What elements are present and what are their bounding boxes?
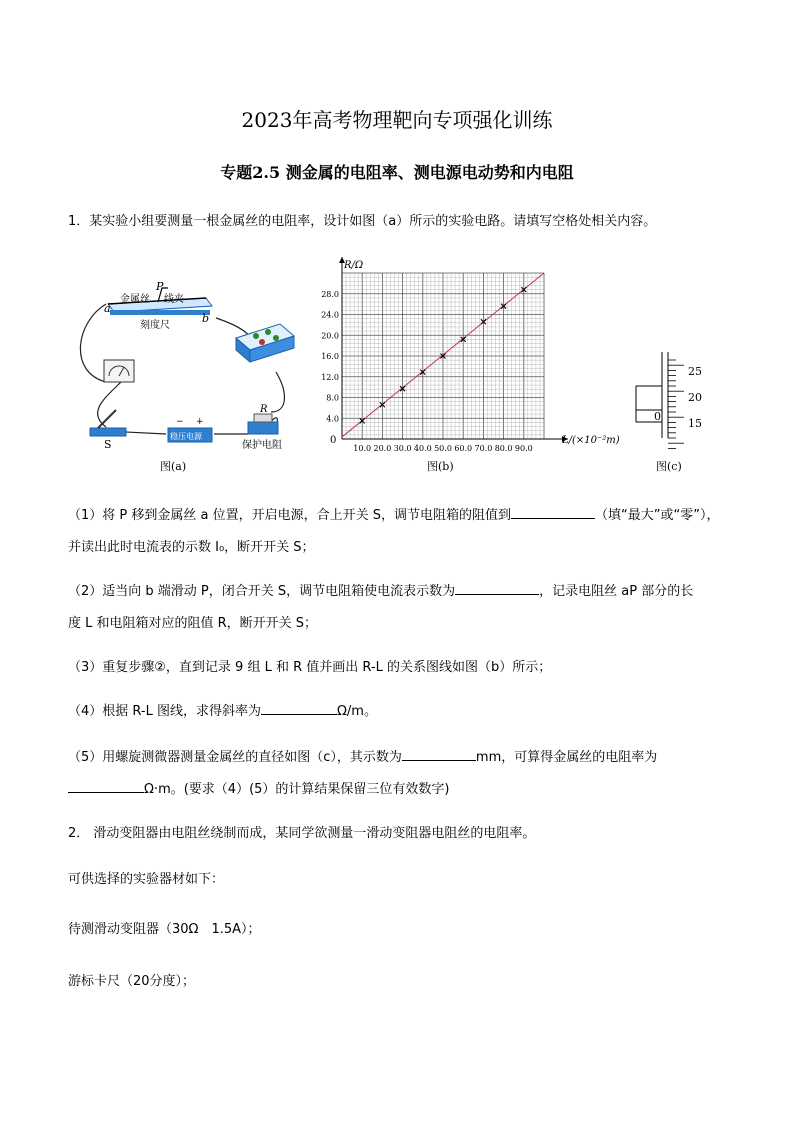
y-tick-label: 20.0: [321, 331, 339, 341]
q1-step5-text-c: Ω·m。(要求（4）(5）的计算结果保留三位有效数字): [144, 782, 450, 797]
resistance-box: [236, 324, 294, 362]
q1-step2-text-c: 度 L 和电阻箱对应的阻值 R，断开开关 S；: [68, 616, 318, 631]
switch-label: S: [104, 438, 112, 451]
q2-intro: 2． 滑动变阻器由电阻丝绕制而成，某同学欲测量一滑动变阻器电阻丝的电阻率。: [68, 826, 536, 841]
q1-step3: （3）重复步骤②，直到记录 9 组 L 和 R 值并画出 R-L 的关系图线如图（b）所示；: [68, 660, 552, 675]
y-tick-label: 12.0: [321, 372, 339, 382]
protective-resistor: [248, 414, 278, 434]
q1-step2-text-a: （2）适当向 b 端滑动 P，闭合开关 S，调节电阻箱使电流表示数为: [68, 584, 456, 599]
blank-1[interactable]: [511, 504, 595, 519]
ruler-label: 刻度尺: [140, 320, 170, 331]
x-tick-label: 40.0: [413, 444, 432, 453]
x-tick-label: 50.0: [434, 444, 452, 453]
blank-5[interactable]: [68, 778, 144, 793]
q1-step1-text-a: （1）将 P 移到金属丝 a 位置，开启电源，合上开关 S，调节电阻箱的阻值到: [68, 508, 511, 523]
origin-label: 0: [330, 435, 337, 446]
micrometer-sleeve: [636, 352, 668, 438]
x-tick-label: 20.0: [373, 444, 392, 453]
figure-c-micrometer: [632, 350, 712, 480]
x-tick-label: 10.0: [353, 444, 372, 453]
micrometer-tick-25: 25: [688, 365, 702, 378]
clip-label: 线夹: [164, 294, 184, 305]
q1-intro: 1．某实验小组要测量一根金属丝的电阻率，设计如图（a）所示的实验电路。请填写空格处相关内容。: [68, 214, 657, 229]
q2-line2: 待测滑动变阻器（30Ω 1.5A）；: [68, 922, 261, 937]
q1-step4-text-b: Ω/m。: [336, 704, 377, 719]
figure-b-caption: 图(b): [427, 460, 454, 473]
q1-step2: [68, 576, 728, 640]
switch: [90, 410, 126, 436]
q1-step5-text-a: （5）用螺旋测微器测量金属丝的直径如图（c），其示数为: [68, 750, 402, 765]
p-label: P: [156, 280, 164, 293]
q1-step1-text-b: （填“最大”或“零”），: [595, 508, 720, 523]
micrometer-tick-20: 20: [688, 391, 702, 404]
x-tick-label: 30.0: [393, 444, 412, 453]
battery-minus: −: [176, 417, 184, 427]
battery-label: 稳压电源: [170, 432, 202, 441]
battery-plus: +: [196, 417, 204, 427]
blank-3[interactable]: [261, 700, 337, 715]
q1-step5-text-b: mm，可算得金属丝的电阻率为: [475, 750, 658, 765]
page-subtitle: 专题2.5 测金属的电阻率、测电源电动势和内电阻: [220, 163, 574, 182]
x-tick-label: 90.0: [514, 444, 533, 453]
x-tick-label: 80.0: [494, 444, 513, 453]
page-title: 2023年高考物理靶向专项强化训练: [241, 108, 553, 132]
blank-4[interactable]: [402, 746, 476, 761]
b-label: b: [202, 312, 210, 325]
y-tick-label: 8.0: [326, 393, 339, 403]
x-tick-label: 60.0: [454, 444, 473, 453]
y-tick-label: 4.0: [326, 414, 339, 424]
y-tick-label: 16.0: [321, 352, 339, 361]
q1-step4: [68, 696, 728, 728]
blank-2[interactable]: [455, 580, 539, 595]
q2-line3: 游标卡尺（20分度）；: [68, 974, 196, 989]
x-axis-label: L/(×10⁻²m): [562, 435, 620, 446]
q2-line1: 可供选择的实验器材如下：: [68, 872, 225, 887]
micrometer-zero: 0: [654, 410, 661, 423]
r-label: R: [260, 404, 268, 415]
q1-step4-text-a: （4）根据 R-L 图线，求得斜率为: [68, 704, 261, 719]
figure-b-chart: [318, 250, 628, 480]
y-tick-label: 24.0: [321, 310, 339, 320]
y-tick-label: 28.0: [321, 289, 339, 299]
protect-label: 保护电阻: [242, 440, 282, 451]
y-axis-label: R/Ω: [344, 260, 364, 271]
q1-step1-text-c: 并读出此时电流表的示数 I₀，断开开关 S；: [68, 540, 315, 555]
micrometer-tick-15: 15: [688, 417, 702, 430]
a-label: a: [104, 302, 111, 315]
figure-a-caption: 图(a): [160, 460, 187, 473]
q1-step5: [68, 742, 728, 806]
ammeter: [104, 360, 134, 382]
q1-step1: [68, 500, 728, 564]
x-tick-label: 70.0: [474, 444, 493, 453]
wire-label: 金属丝: [120, 294, 150, 305]
figure-a-circuit: [66, 262, 306, 482]
figure-c-caption: 图(c): [656, 460, 682, 473]
micrometer-thimble-ticks: [668, 360, 684, 448]
q1-step2-text-b: ，记录电阻丝 aP 部分的长: [539, 584, 694, 599]
